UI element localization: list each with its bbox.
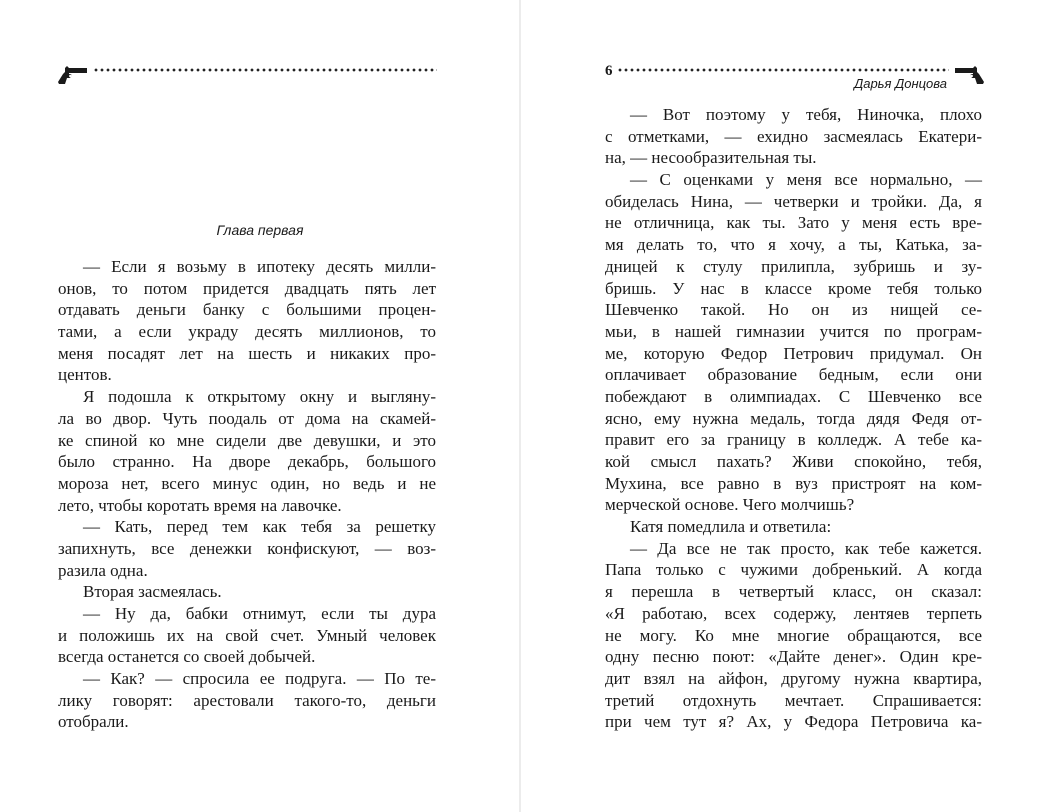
revolver-icon — [57, 65, 89, 85]
text-line: центов. — [58, 365, 112, 385]
text-line: мьи, в нашей гимназии учится по програм- — [605, 321, 982, 341]
text-line: на, — несообразительная ты. — [605, 148, 817, 168]
text-line: лику говорят: арестовали такого-то, деньги — [58, 690, 436, 710]
text-line: побеждают в олимпиадах. С Шевченко все — [605, 386, 982, 406]
running-head-author: Дарья Донцова — [854, 76, 947, 91]
text-line: я перешла в четвертый класс, он сказал: — [605, 582, 982, 602]
text-line: правит его за границу в колледж. А тебе ка- — [605, 430, 982, 450]
header-dotted-rule — [617, 68, 949, 72]
right-page-text — [605, 104, 982, 733]
text-line: бришь. У нас в классе кроме тебя только — [605, 278, 982, 298]
header-dotted-rule — [93, 68, 437, 72]
text-line: Я подошла к открытому окну и выгляну- — [83, 387, 436, 407]
text-line: и положишь их на свой счет. Умный человек — [58, 625, 436, 645]
text-line: Папа только с чужими добренький. А когда — [605, 560, 982, 580]
text-line: Вторая засмеялась. — [83, 582, 222, 602]
text-line: при чем тут я? Ах, у Федора Петровича ка- — [605, 712, 982, 732]
text-line: мя делать то, что я хочу, а ты, Катька, за- — [605, 235, 982, 255]
text-line: было странно. На дворе декабрь, большого — [58, 452, 436, 472]
text-line: одну песню поют: «Дайте денег». Один кре- — [605, 647, 982, 667]
text-line: — Если я возьму в ипотеку десять милли- — [83, 257, 436, 276]
text-line: ме, которую Федор Петрович придумал. Он — [605, 343, 982, 363]
text-line: не отличница, как ты. Зато у меня есть вре- — [605, 213, 982, 233]
text-line: мороза нет, всего минус один, но ведь и не — [58, 473, 436, 493]
text-line: третий отдохнуть мечтает. Спрашивается: — [605, 690, 982, 710]
text-line: онов, то потом придется двадцать пять лет — [58, 278, 436, 298]
text-line: разила одна. — [58, 560, 148, 580]
text-line: оплачивает образование бедным, если они — [605, 365, 982, 385]
text-line: Мухина, все равно в вуз пристроят на ком- — [605, 473, 982, 493]
text-line: — Вот поэтому у тебя, Ниночка, плохо — [630, 105, 982, 124]
text-line: — Ну да, бабки отнимут, если ты дура — [83, 604, 436, 623]
text-line: дницей к стулу прилипла, зубришь и зу- — [605, 256, 982, 276]
text-line: запихнуть, все денежки конфискуют, — воз- — [58, 538, 436, 558]
text-line: дит взял на айфон, другому нужна квартира, — [605, 668, 982, 688]
text-line: не могу. Ко мне многие обращаются, все — [605, 625, 982, 645]
text-line: — Кать, перед тем как тебя за решетку — [83, 517, 436, 537]
revolver-icon — [953, 65, 985, 85]
text-line: меня посадят лет на шесть и никаких про- — [58, 343, 436, 363]
text-line: лето, чтобы коротать время на лавочке. — [58, 495, 342, 515]
text-line: Шевченко такой. Но он из нищей се- — [605, 300, 982, 320]
text-line: — С оценками у меня все нормально, — — [630, 170, 982, 190]
text-line: отобрали. — [58, 712, 129, 732]
text-line: тами, а если украду десять миллионов, то — [58, 322, 436, 342]
text-line: ке спиной ко мне сидели две девушки, и это — [58, 430, 436, 450]
text-line: — Да все не так просто, как тебе кажется. — [630, 538, 982, 558]
text-line: — Как? — спросила ее подруга. — По те- — [83, 669, 436, 689]
text-line: ла во двор. Чуть поодаль от дома на скамей- — [58, 408, 436, 428]
chapter-title: Глава первая — [216, 222, 304, 238]
text-line: кой смысл пахать? Живи спокойно, тебя, — [605, 452, 982, 471]
right-page — [521, 0, 1041, 812]
text-line: с отметками, — ехидно засмеялась Екатери- — [605, 126, 982, 146]
page-number: 6 — [605, 63, 613, 79]
text-line: отдавать деньги банку с большими процен- — [58, 300, 436, 320]
text-line: обиделась Нина, — четверки и тройки. Да, я — [605, 191, 982, 211]
text-line: всегда останется со своей добычей. — [58, 647, 316, 667]
text-line: «Я работаю, всех содержу, лентяев терпеть — [605, 603, 982, 623]
text-line: ясно, ему нужна медаль, тогда дядя Федя от- — [605, 408, 982, 428]
left-page — [0, 0, 520, 812]
text-line: мерческой основе. Чего молчишь? — [605, 495, 855, 515]
left-page-text — [58, 256, 436, 733]
text-line: Катя помедлила и ответила: — [630, 517, 832, 537]
